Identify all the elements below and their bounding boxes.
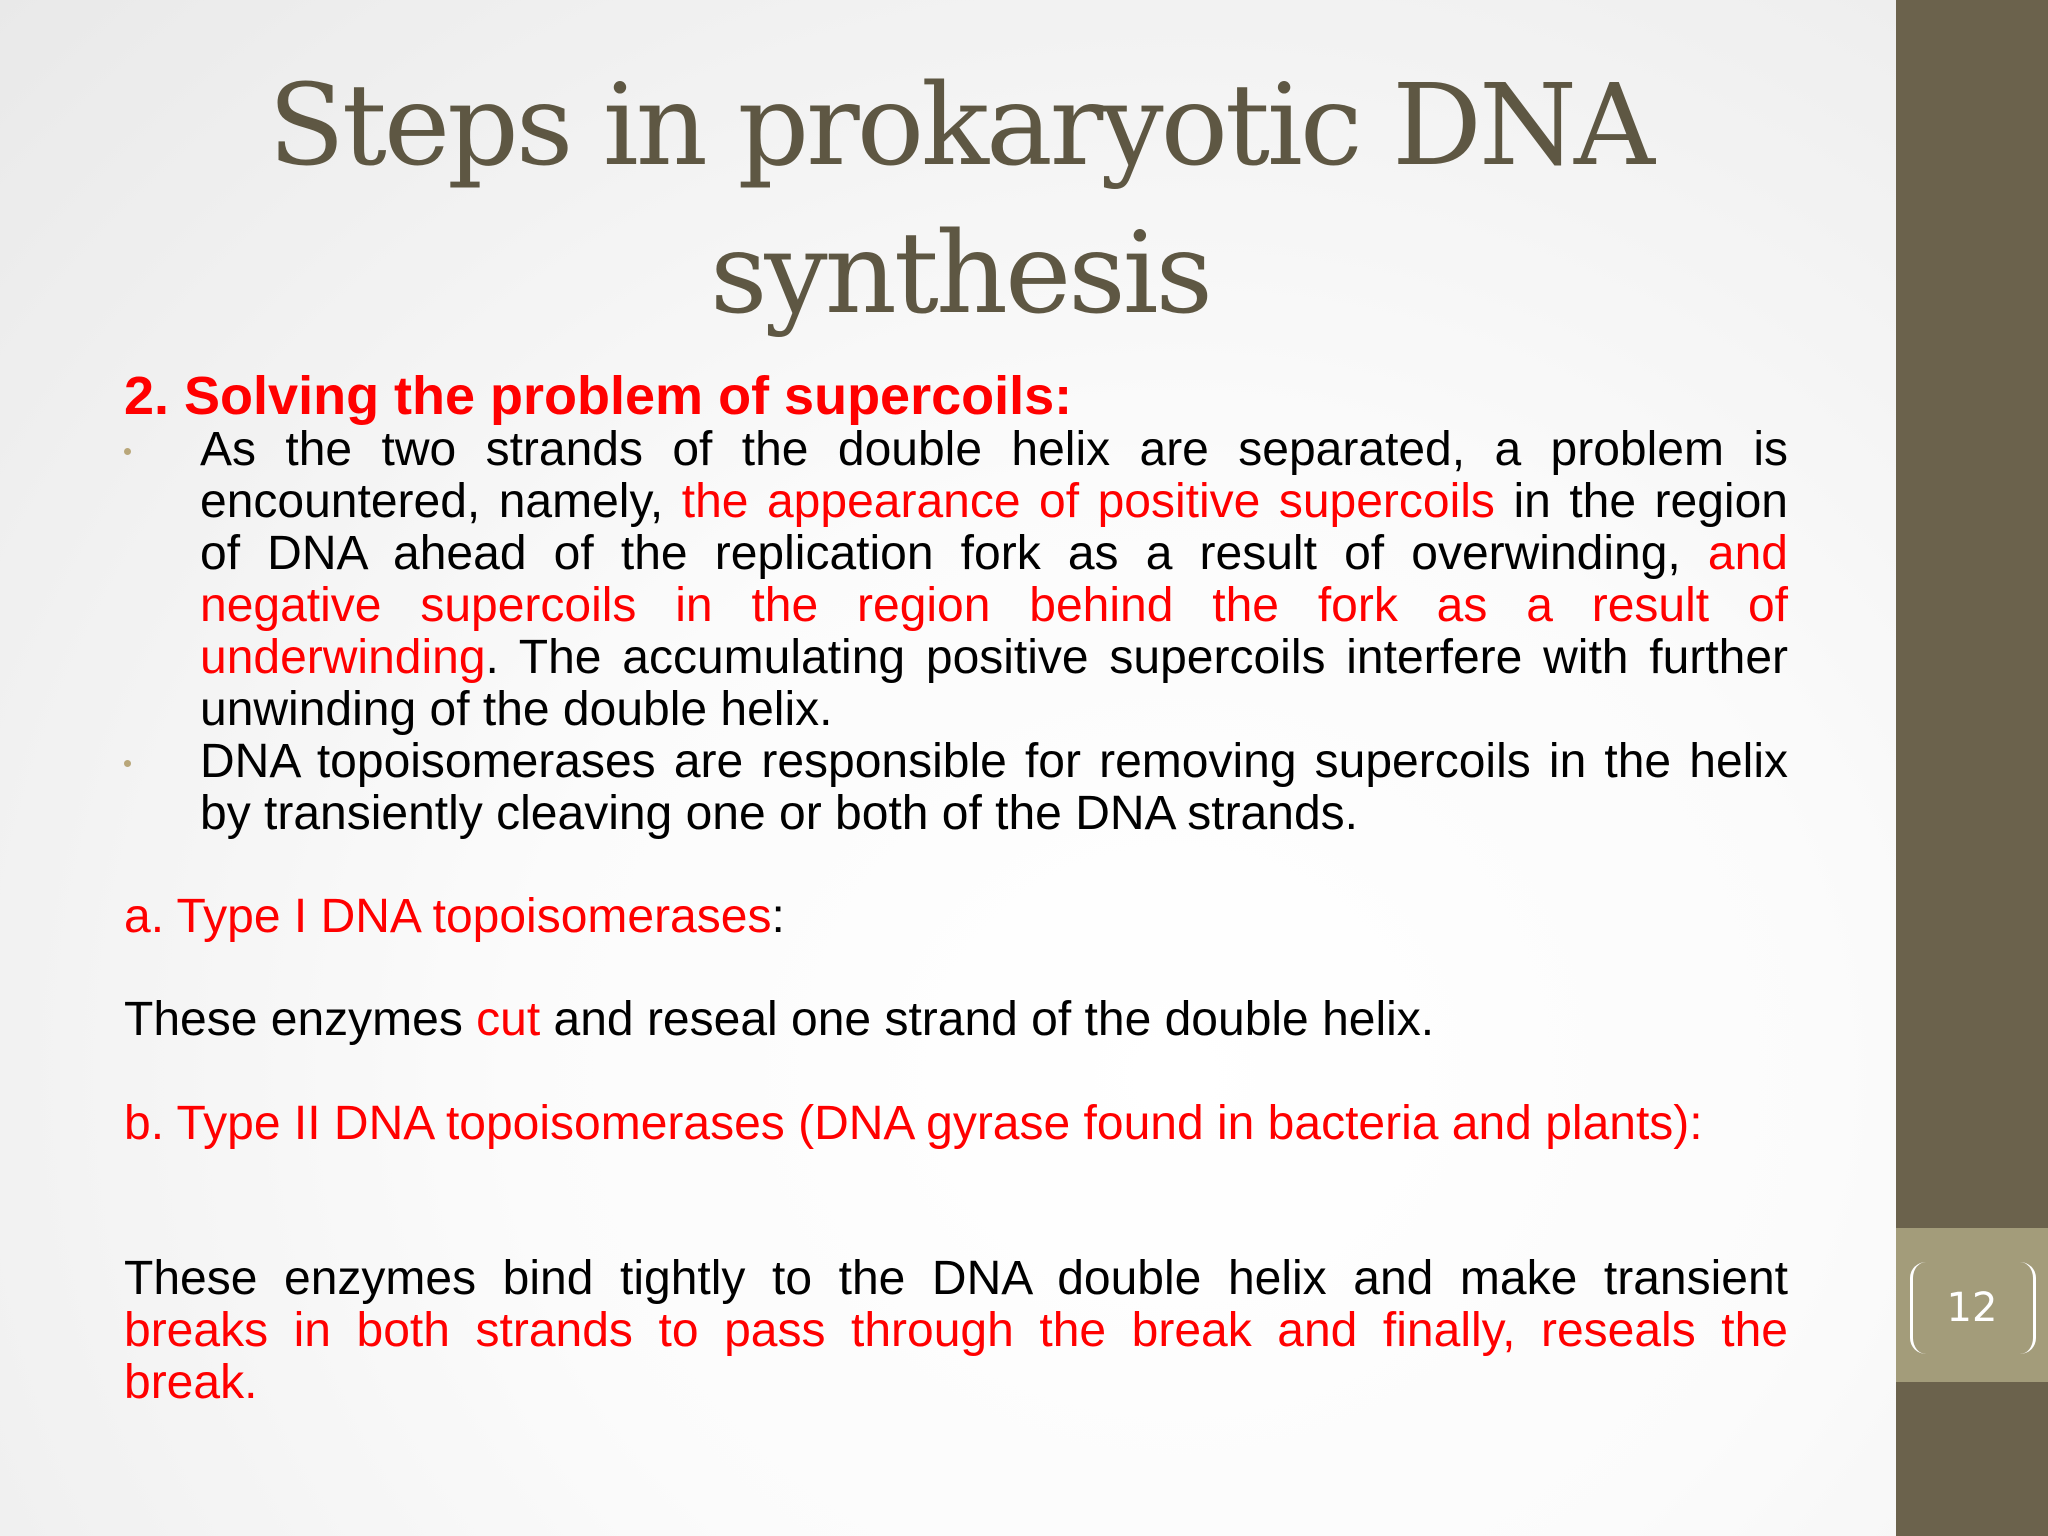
bullet-icon (124, 448, 131, 455)
bullet-text-part: . The accumulating positive supercoils interfere with further unwinding of the double helix. (200, 631, 1788, 736)
type1-desc-highlight: cut (476, 993, 541, 1046)
bullet-icon (124, 760, 131, 767)
type1-heading (124, 891, 1788, 943)
type2-desc-part: These enzymes bind tightly to the DNA double helix and make transient (124, 1252, 1788, 1305)
type1-desc-part: and reseal one strand of the double helix. (540, 993, 1435, 1046)
type2-description (124, 1253, 1788, 1409)
type2-desc-highlight: breaks in both strands to pass through the break and finally, reseals the break. (124, 1304, 1788, 1409)
bullet-item-supercoils (124, 424, 1788, 736)
type2-heading: b. Type II DNA topoisomerases (DNA gyrase found in bacteria and plants): (124, 1097, 1703, 1150)
page-number: 12 (1946, 1285, 1998, 1331)
bullet-item-topoisomerases (124, 736, 1788, 840)
bullet-highlight: the appearance of positive supercoils (681, 475, 1495, 528)
type1-heading-colon: : (771, 890, 785, 943)
title-line-2: synthesis (709, 209, 1211, 339)
slide-title (160, 52, 1760, 348)
bullet-highlight: and negative supercoils in the region behind the fork as a result of underwinding (200, 527, 1788, 684)
bullet-text (200, 424, 1788, 736)
bullet-text-part: As the two strands of the double helix are separated, a problem is encountered, namely, (200, 423, 1788, 528)
type1-description (124, 994, 1788, 1046)
type1-heading-text: a. Type I DNA topoisomerases (124, 890, 772, 943)
type1-desc-part: These enzymes (124, 993, 477, 1046)
section-heading: 2. Solving the problem of supercoils: (124, 366, 1073, 426)
bullet-text: DNA topoisomerases are responsible for removing supercoils in the helix by transiently cleaving one or both of the DNA strands. (200, 735, 1788, 840)
title-line-1: Steps in prokaryotic DNA (268, 61, 1652, 191)
bullet-text-part: in the region of DNA ahead of the replication fork as a result of overwinding, (200, 475, 1788, 580)
